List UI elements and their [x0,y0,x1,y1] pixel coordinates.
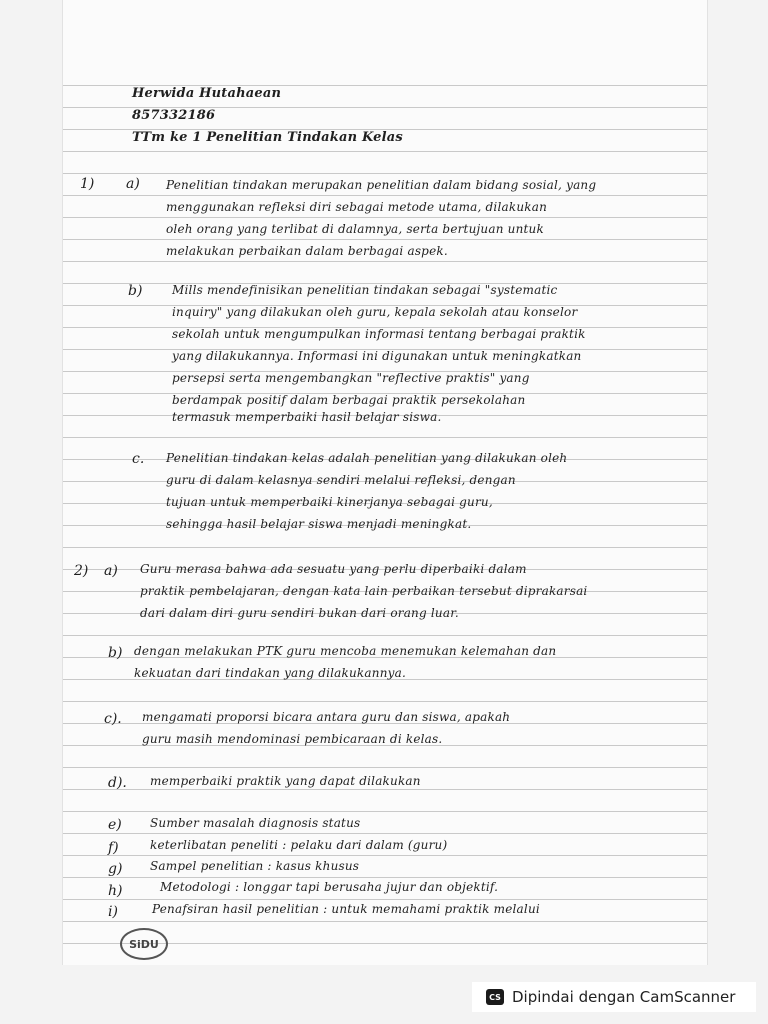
notebook-brand-seal: SiDU [120,928,168,960]
answer-1b-line-3: sekolah untuk mengumpulkan informasi tentang berbagai praktik [172,327,586,341]
answer-2g-line-1: Sampel penelitian : kasus khusus [150,859,360,873]
answer-1a-line-3: oleh orang yang terlibat di dalamnya, serta bertujuan untuk [166,222,544,236]
answer-1a-line-2: menggunakan refleksi diri sebagai metode utama, dilakukan [166,200,548,214]
answer-2i-line-1: Penafsiran hasil penelitian : untuk memahami praktik melalui [152,902,540,916]
task-title: TTm ke 1 Penelitian Tindakan Kelas [132,130,403,145]
answer-2g-marker: g) [108,861,123,877]
answer-2e-marker: e) [108,817,122,833]
answer-1b-line-4: yang dilakukannya. Informasi ini digunakan untuk meningkatkan [172,349,582,363]
camscanner-label: Dipindai dengan CamScanner [512,988,736,1006]
answer-2a-line-2: praktik pembelajaran, dengan kata lain perbaikan tersebut diprakarsai [140,584,588,598]
answer-2f-line-1: keterlibatan peneliti : pelaku dari dalam (guru) [150,838,448,852]
answer-2c-line-2: guru masih mendominasi pembicaraan di kelas. [142,732,443,746]
answer-1a-line-1: Penelitian tindakan merupakan penelitian dalam bidang sosial, yang [166,178,597,192]
answer-2a-line-3: dari dalam diri guru sendiri bukan dari orang luar. [140,606,459,620]
answer-2h-line-1: Metodologi : longgar tapi berusaha jujur dan objektif. [160,880,499,894]
answer-1c-line-4: sehingga hasil belajar siswa menjadi meningkat. [166,517,472,531]
answer-2e-line-1: Sumber masalah diagnosis status [150,816,361,830]
answer-1b-line-6: berdampak positif dalam berbagai praktik persekolahan [172,393,526,407]
page-top-margin [63,0,707,70]
answer-1c-marker: c. [132,451,145,467]
answer-2h-marker: h) [108,883,123,899]
answer-1c-line-2: guru di dalam kelasnya sendiri melalui refleksi, dengan [166,473,516,487]
student-id: 857332186 [132,108,216,123]
answer-1a-marker: a) [126,176,140,192]
answer-2c-line-1: mengamati proporsi bicara antara guru dan siswa, apakah [142,710,511,724]
answer-1b-line-5: persepsi serta mengembangkan "reflective praktis" yang [172,371,530,385]
answer-1c-line-1: Penelitian tindakan kelas adalah penelitian yang dilakukan oleh [166,451,568,465]
answer-1c-line-3: tujuan untuk memperbaiki kinerjanya sebagai guru, [166,495,493,509]
answer-2a-line-1: Guru merasa bahwa ada sesuatu yang perlu diperbaiki dalam [140,562,527,576]
camscanner-watermark [472,982,756,1012]
answer-2b-line-2: kekuatan dari tindakan yang dilakukannya. [134,666,406,680]
answer-2c-marker: c). [104,711,122,727]
answer-2b-line-1: dengan melakukan PTK guru mencoba menemukan kelemahan dan [134,644,557,658]
question-2-number: 2) [74,563,89,579]
answer-1b-line-2: inquiry" yang dilakukan oleh guru, kepala sekolah atau konselor [172,305,578,319]
answer-2d-line-1: memperbaiki praktik yang dapat dilakukan [150,774,421,788]
camscanner-icon: CS [486,989,504,1005]
answer-2a-marker: a) [104,563,118,579]
answer-1b-line-7: termasuk memperbaiki hasil belajar siswa. [172,410,442,424]
answer-2i-marker: i) [108,904,118,920]
answer-1b-line-1: Mills mendefinisikan penelitian tindakan sebagai "systematic [172,283,558,297]
answer-2b-marker: b) [108,645,123,661]
question-1-number: 1) [80,176,95,192]
student-name: Herwida Hutahaean [132,86,282,101]
answer-1b-marker: b) [128,283,143,299]
answer-2d-marker: d). [108,775,127,791]
answer-1a-line-4: melakukan perbaikan dalam berbagai aspek. [166,244,448,258]
answer-2f-marker: f) [108,840,119,856]
